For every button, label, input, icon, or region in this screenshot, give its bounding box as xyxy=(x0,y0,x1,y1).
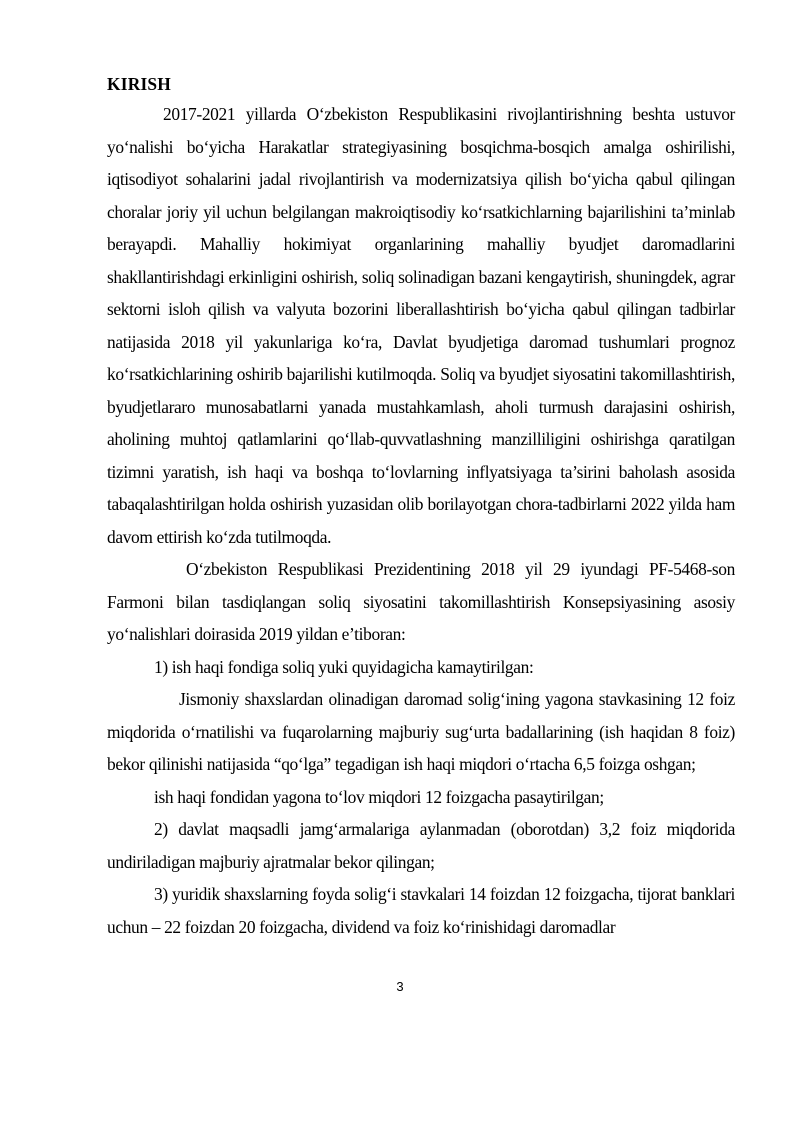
paragraph-item-1: 1) ish haqi fondiga soliq yuki quyidagicha kamaytirilgan: xyxy=(154,656,534,677)
paragraph-item-2: 2) davlat maqsadli jamg‘armalariga aylanmadan (oborotdan) 3,2 foiz miqdorida undiriladigan majburiy ajratmalar bekor qilingan; xyxy=(107,819,735,872)
paragraph-item-3: 3) yuridik shaxslarning foyda solig‘i stavkalari 14 foizdan 12 foizgacha, tijorat banklari uchun – 22 foizdan 20 foizgacha, dividend va foiz ko‘rinishidagi daromadlar xyxy=(107,884,735,937)
paragraph-decree: O‘zbekiston Respublikasi Prezidentining 2018 yil 29 iyundagi PF-5468-son Farmoni bilan tasdiqlangan soliq siyosatini takomillashtirish Konsepsiyasining asosiy yo‘nalishlari doirasida 2019 yildan e’tiboran: xyxy=(107,559,735,644)
page-number: 3 xyxy=(396,979,404,994)
paragraph-income-tax: Jismoniy shaxslardan olinadigan daromad solig‘ining yagona stavkasining 12 foiz miqdorida o‘rnatilishi va fuqarolarning majburiy sug‘urta badallarining (ish haqidan 8 foiz) bekor qilinishi natijasida “qo‘lga” tegadigan ish haqi miqdori o‘rtacha 6,5 foizga oshgan; xyxy=(107,689,735,774)
section-title: KIRISH xyxy=(107,74,172,94)
document-body xyxy=(107,70,735,943)
paragraph-payroll: ish haqi fondidan yagona to‘lov miqdori 12 foizgacha pasaytirilgan; xyxy=(154,786,604,807)
paragraph-intro: 2017-2021 yillarda O‘zbekiston Respublikasini rivojlantirishning beshta ustuvor yo‘nalishi bo‘yicha Harakatlar strategiyasining bosqichma-bosqich amalga oshirilishi, iqtisodiyot sohalarini jadal rivojlantirish va modernizatsiya qilish bo‘yicha qabul qilingan choralar joriy yil uchun belgilangan makroiqtisodiy ko‘rsatkichlarning bajarilishini ta’minlab berayapdi. Mahalliy hokimiyat organlarining mahalliy byudjet daromadlarini shakllantirishdagi erkinligini oshirish, soliq solinadigan bazani kengaytirish, shuningdek, agrar sektorni isloh qilish va valyuta bozorini liberallashtirish bo‘yicha qabul qilingan tadbirlar natijasida 2018 yil yakunlariga ko‘ra, Davlat byudjetiga daromad tushumlari prognoz ko‘rsatkichlarining oshirib bajarilishi kutilmoqda. Soliq va byudjet siyosatini takomillashtirish, byudjetlararo munosabatlarni yanada mustahkamlash, aholi turmush darajasini oshirish, aholining muhtoj qatlamlarini qo‘llab-quvvatlashning manzilliligini oshirishga qaratilgan tizimni yaratish, ish haqi va boshqa to‘lovlarning inflyatsiyaga ta’sirini baholash asosida tabaqalashtirilgan holda oshirish yuzasidan olib borilayotgan chora-tadbirlarni 2022 yilda ham davom ettirish ko‘zda tutilmoqda. xyxy=(107,104,735,547)
